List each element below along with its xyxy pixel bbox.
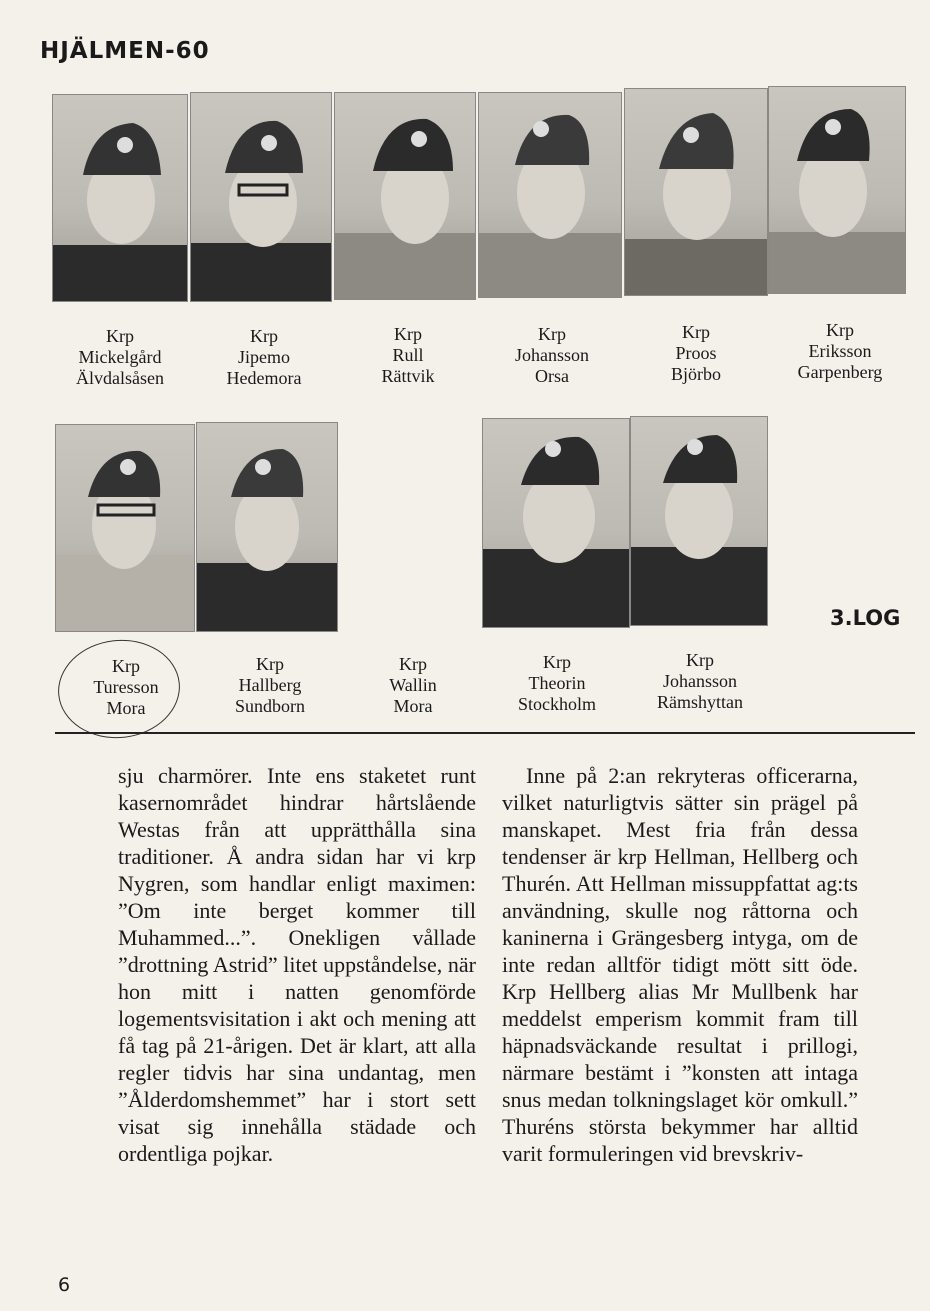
- caption-name: Turesson: [93, 677, 159, 697]
- portrait-photo: [190, 92, 332, 302]
- portrait-photo: [768, 86, 906, 294]
- caption-place: Älvdalsåsen: [76, 368, 164, 388]
- caption-name: Johansson: [514, 345, 589, 365]
- horizontal-rule: [55, 732, 915, 734]
- caption-name: Johansson: [662, 671, 737, 691]
- caption-rank: Krp: [686, 650, 714, 670]
- caption-name: Theorin: [528, 673, 586, 693]
- caption-name: Mickelgård: [78, 347, 162, 367]
- caption-place: Rämshyttan: [657, 692, 743, 712]
- section-label: 3.LOG: [830, 606, 901, 630]
- portrait-photo: [52, 94, 188, 302]
- caption-place: Garpenberg: [797, 362, 883, 382]
- caption-place: Mora: [393, 696, 433, 716]
- caption-rank: Krp: [538, 324, 566, 344]
- portrait-photo: [55, 424, 195, 632]
- portrait-photo: [196, 422, 338, 632]
- body-paragraph: sju charmörer. Inte ens staketet runt kasernområdet hindrar hårtslående Westas från att upprätthålla sina traditioner. Å andra sidan har vi krp Nygren, som handlar enligt maximen: ”Om inte berget kommer till Muhammed...”. Onekligen vållade ”drottning Astrid” litet uppståndelse, när hon mitt i natten genomförde logementsvisitation i akt och mening att få tag på 21-årigen. Det är klart, att alla regler tidvis har sina undantag, men ”Ålderdomshemmet” har i stort sett visat sig innehålla städade och ordentliga pojkar.: [118, 763, 476, 1166]
- portrait-caption: [333, 654, 493, 717]
- caption-name: Rull: [392, 345, 424, 365]
- portrait-caption: [760, 320, 920, 383]
- portrait-silhouette: [56, 425, 194, 631]
- caption-rank: Krp: [394, 324, 422, 344]
- caption-place: Sundborn: [234, 696, 305, 716]
- portrait-caption: [472, 324, 632, 387]
- caption-place: Björbo: [670, 364, 721, 384]
- portrait-photo: [478, 92, 622, 298]
- portrait-photo: [482, 418, 630, 628]
- caption-name: Jipemo: [238, 347, 290, 367]
- portrait-caption: [477, 652, 637, 715]
- portrait-photo: [630, 416, 768, 626]
- portrait-silhouette: [769, 87, 905, 293]
- portrait-silhouette: [197, 423, 337, 631]
- portrait-caption: [46, 656, 206, 719]
- caption-place: Stockholm: [517, 694, 596, 714]
- caption-rank: Krp: [112, 656, 140, 676]
- caption-rank: Krp: [826, 320, 854, 340]
- page-number: 6: [58, 1274, 71, 1296]
- portrait-silhouette: [53, 95, 187, 301]
- caption-rank: Krp: [106, 326, 134, 346]
- body-column-left: [118, 762, 476, 1167]
- portrait-caption: [616, 322, 776, 385]
- caption-name: Proos: [675, 343, 717, 363]
- portrait-caption: [190, 654, 350, 717]
- portrait-silhouette: [479, 93, 621, 297]
- caption-rank: Krp: [250, 326, 278, 346]
- caption-rank: Krp: [256, 654, 284, 674]
- caption-name: Eriksson: [808, 341, 872, 361]
- caption-place: Hedemora: [226, 368, 302, 388]
- caption-rank: Krp: [543, 652, 571, 672]
- caption-name: Hallberg: [238, 675, 302, 695]
- portrait-silhouette: [191, 93, 331, 301]
- caption-rank: Krp: [399, 654, 427, 674]
- caption-rank: Krp: [682, 322, 710, 342]
- page-header-title: HJÄLMEN-60: [40, 38, 210, 64]
- body-column-right: [502, 762, 858, 1167]
- portrait-photo: [334, 92, 476, 300]
- portrait-silhouette: [625, 89, 767, 295]
- portrait-caption: [40, 326, 200, 389]
- caption-place: Mora: [106, 698, 146, 718]
- portrait-photo: [624, 88, 768, 296]
- portrait-silhouette: [631, 417, 767, 625]
- portrait-caption: [184, 326, 344, 389]
- portrait-silhouette: [335, 93, 475, 299]
- portrait-silhouette: [483, 419, 629, 627]
- caption-place: Orsa: [535, 366, 569, 386]
- portrait-caption: [620, 650, 780, 713]
- body-paragraph: Inne på 2:an rekryteras officerarna, vilket naturligtvis sätter sin prägel på manskapet. Mest fria från dessa tendenser är krp Hellman, Hellberg och Thurén. Att Hellman missuppfattat ag:ts användning, skulle nog råttorna och kaninerna i Grängesberg intyga, om de inte redan alltför tidigt mött sitt öde. Krp Hellberg alias Mr Mullbenk har meddelst emperism kommit fram till häpnadsväckande resultat i prillogi, närmare bestämt i ”konsten att intaga snus medan tolkningslaget kör omkull.” Thuréns största bekymmer har alltid varit formuleringen vid brevskriv-: [502, 763, 858, 1166]
- caption-place: Rättvik: [381, 366, 435, 386]
- caption-name: Wallin: [389, 675, 437, 695]
- portrait-caption: [328, 324, 488, 387]
